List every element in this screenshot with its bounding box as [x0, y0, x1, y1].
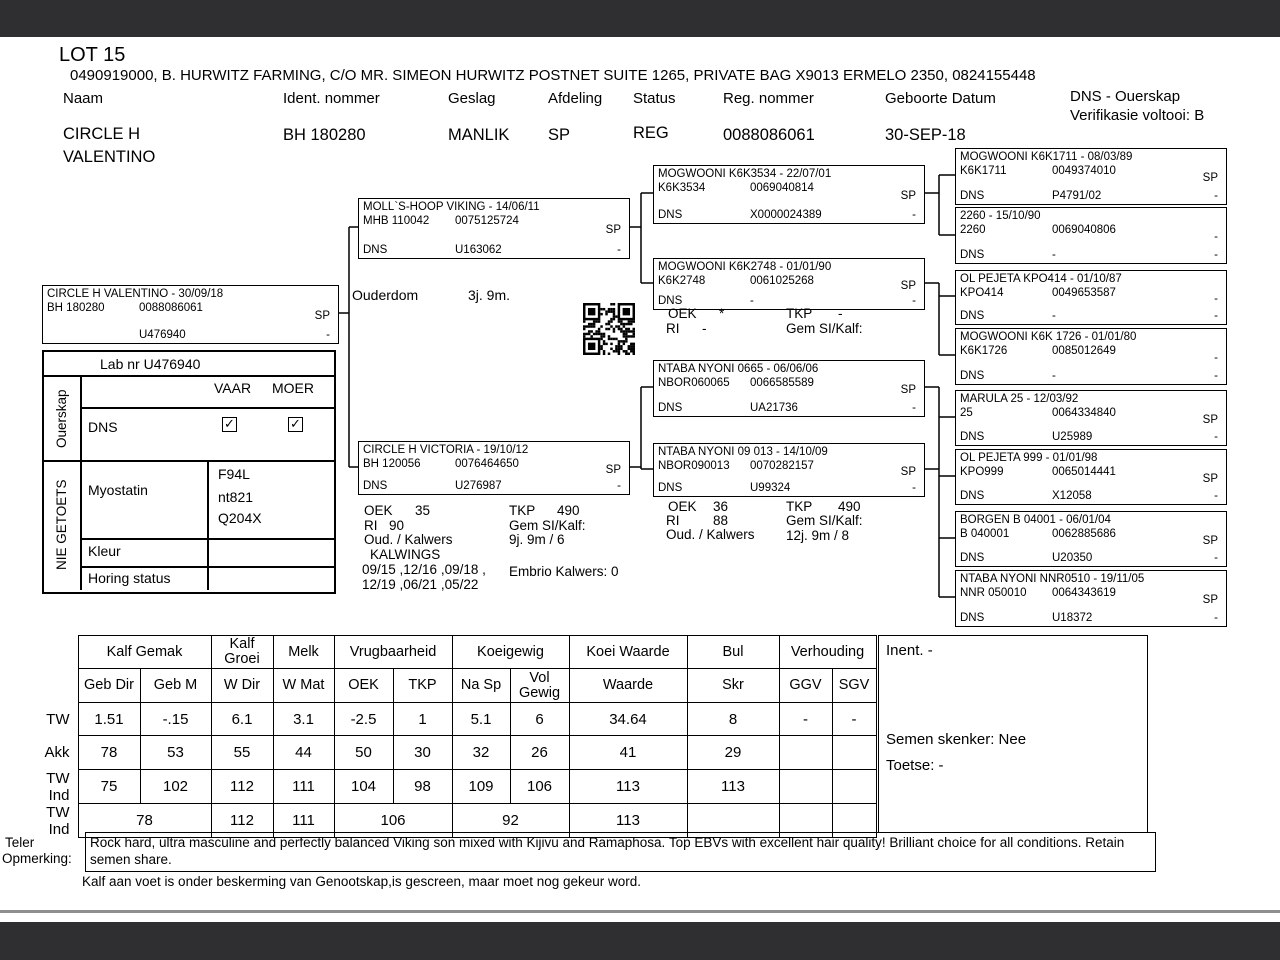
ebv-value-cell: 30 [393, 736, 452, 770]
pedigree-dns-value: U99324 [750, 482, 791, 494]
ebv-value-cell: 102 [140, 770, 211, 804]
ouderdom-label: Ouderdom [352, 287, 419, 303]
ebv-value-cell: 55 [211, 736, 273, 770]
pedigree-dns-label: DNS [960, 249, 985, 261]
ebv-sub-header: Skr [687, 669, 779, 703]
ebv-value-cell: 26 [510, 736, 569, 770]
pedigree-animal-ids [960, 407, 1116, 419]
pedigree-sp-flag: SP [900, 466, 916, 478]
pedigree-dns-value: - [1052, 249, 1056, 261]
ebv-value-cell: 104 [334, 770, 393, 804]
ebv-value-cell [779, 736, 832, 770]
pedigree-animal-reg-number: 0065014441 [1052, 466, 1116, 478]
pedigree-animal-title: CIRCLE H VICTORIA - 19/10/12 [363, 444, 529, 456]
pedigree-dns-value: P4791/02 [1052, 190, 1102, 202]
vaar-header: VAAR [214, 380, 252, 396]
ebv-sub-header: W Dir [211, 669, 273, 703]
pedigree-box-dam [358, 441, 630, 495]
ouderdom-value: 3j. 9m. [468, 287, 511, 303]
top-chrome-bar [0, 0, 1280, 37]
teler-opmerking-text: Rock hard, ultra masculine and perfectly balanced Viking son mixed with Kijivu and Ramaphosa. Top EBVs with excellent hair quality! Brilliant choice for all conditions. Retain semen share. [85, 832, 1156, 872]
bottom-chrome-bar [0, 922, 1280, 960]
gd1-tkp-label: TKP [786, 306, 813, 321]
lab-divider [80, 375, 82, 590]
pedigree-animal-ids [658, 182, 814, 194]
ebv-sub-header: GGV [779, 669, 832, 703]
pedigree-dns-value: U25989 [1052, 431, 1093, 443]
toetse-value: Toetse: - [886, 757, 944, 774]
pedigree-dns-value: - [1052, 370, 1056, 382]
ebv-value-cell: -2.5 [334, 703, 393, 736]
pedigree-animal-title: CIRCLE H VALENTINO - 30/09/18 [47, 288, 224, 300]
ebv-sub-header: OEK [334, 669, 393, 703]
dam-kalwings-line1: 09/15 ,12/16 ,09/18 , [362, 562, 486, 577]
gd1-tkp-value: - [838, 306, 843, 321]
ebv-value-cell: 112 [211, 770, 273, 804]
ebv-value-cell: 113 [687, 770, 779, 804]
pedigree-dash: - [1214, 249, 1218, 261]
ebv-sub-header: Geb M [140, 669, 211, 703]
gd2-tkp-label: TKP [786, 499, 813, 514]
pedigree-sp-flag: SP [900, 280, 916, 292]
pedigree-dns-row [960, 612, 1092, 624]
pedigree-animal-id: NBOR060065 [658, 377, 730, 389]
pedigree-animal-reg-number: 0076464650 [455, 458, 519, 470]
lab-divider [207, 460, 209, 590]
ebv-sub-header: SGV [832, 669, 876, 703]
ebv-value-cell: 6 [510, 703, 569, 736]
ebv-value-cell: 78 [78, 736, 140, 770]
pedigree-dash: - [912, 295, 916, 307]
pedigree-dns-row [47, 329, 186, 341]
myostatin-value-1: F94L [218, 466, 250, 482]
ebv-value-cell: 1.51 [78, 703, 140, 736]
pedigree-dash: - [912, 209, 916, 221]
ebv-group-header: Kalf Groei [211, 636, 273, 669]
ebv-value-cell: 34.64 [569, 703, 687, 736]
pedigree-dns-row [363, 244, 502, 256]
pedigree-animal-id: K6K3534 [658, 182, 706, 194]
pedigree-dash: - [1214, 490, 1218, 502]
ebv-value-cell [779, 770, 832, 804]
ebv-value-cell: 98 [393, 770, 452, 804]
pedigree-animal-reg-number: 0088086061 [139, 302, 203, 314]
teler-label-line2: Opmerking: [2, 851, 72, 866]
ebv-sub-header: Geb Dir [78, 669, 140, 703]
dam-ri-label: RI [364, 518, 378, 533]
gd2-ri-label: RI [666, 513, 680, 528]
pedigree-dns-label: DNS [960, 552, 985, 564]
pedigree-dns-label: DNS [363, 244, 388, 256]
pedigree-animal-reg-number: 0062885686 [1052, 528, 1116, 540]
pedigree-box-gd2 [653, 443, 925, 497]
pedigree-dns-label: DNS [960, 190, 985, 202]
pedigree-box-subject [42, 285, 339, 344]
col-label-ident: Ident. nommer [283, 90, 380, 107]
ebv-corner-cell [30, 636, 78, 669]
pedigree-sp-flag: SP [1202, 414, 1218, 426]
ebv-value-cell: 6.1 [211, 703, 273, 736]
ebv-group-header: Vrugbaarheid [334, 636, 452, 669]
pedigree-animal-reg-number: 0064334840 [1052, 407, 1116, 419]
pedigree-animal-reg-number: 0085012649 [1052, 345, 1116, 357]
ebv-value-cell: 5.1 [452, 703, 510, 736]
pedigree-dns-row [658, 209, 822, 221]
pedigree-dns-value: U276987 [455, 480, 502, 492]
pedigree-animal-id: MHB 110042 [363, 215, 430, 227]
pedigree-dns-value: - [750, 295, 754, 307]
pedigree-dash: - [617, 244, 621, 256]
ebv-value-cell [832, 736, 876, 770]
animal-geboorte-value: 30-SEP-18 [885, 126, 966, 144]
pedigree-dns-row [960, 490, 1092, 502]
ebv-value-cell: 113 [569, 770, 687, 804]
separator-line [0, 910, 1280, 913]
pedigree-dns-value: X0000024389 [750, 209, 822, 221]
gd1-gem-label: Gem SI/Kalf: [786, 321, 863, 336]
ebv-sub-header: Vol Gewig [510, 669, 569, 703]
gd2-gem-label: Gem SI/Kalf: [786, 513, 863, 528]
pedigree-dns-value: U20350 [1052, 552, 1093, 564]
pedigree-animal-ids [363, 458, 519, 470]
ebv-value-cell: 75 [78, 770, 140, 804]
pedigree-dns-value: U18372 [1052, 612, 1093, 624]
pedigree-animal-reg-number: 0069040814 [750, 182, 814, 194]
pedigree-sp-flag: SP [605, 224, 621, 236]
pedigree-animal-title: OL PEJETA KPO414 - 01/10/87 [960, 273, 1122, 285]
lab-divider [42, 375, 334, 377]
gd1-oek-value: * [719, 306, 725, 321]
pedigree-animal-ids [960, 587, 1116, 599]
pedigree-animal-ids [658, 275, 814, 287]
pedigree-animal-id: K6K1726 [960, 345, 1008, 357]
gd1-ri-label: RI [666, 321, 680, 336]
pedigree-animal-reg-number: 0070282157 [750, 460, 814, 472]
ebv-value-cell: 41 [569, 736, 687, 770]
ebv-value-cell: 111 [273, 804, 334, 838]
pedigree-sp-flag: SP [1202, 473, 1218, 485]
ebv-sub-header: Na Sp [452, 669, 510, 703]
ebv-group-header: Kalf Gemak [78, 636, 211, 669]
pedigree-sp-flag: SP [1202, 535, 1218, 547]
pedigree-dns-row [960, 190, 1101, 202]
pedigree-animal-ids [658, 460, 814, 472]
col-label-status: Status [633, 90, 676, 107]
pedigree-animal-reg-number: 0064343619 [1052, 587, 1116, 599]
pedigree-dash: - [912, 482, 916, 494]
pedigree-dns-label: DNS [960, 370, 985, 382]
ebv-value-cell: 109 [452, 770, 510, 804]
pedigree-animal-ids [47, 302, 203, 314]
gd2-tkp-value: 490 [838, 499, 861, 514]
ebv-value-cell [832, 770, 876, 804]
pedigree-box-ggs1 [955, 148, 1227, 205]
pedigree-animal-title: MOLL`S-HOOP VIKING - 14/06/11 [363, 201, 540, 213]
ebv-sub-header: TKP [393, 669, 452, 703]
ebv-group-header: Koei Waarde [569, 636, 687, 669]
pedigree-animal-ids [960, 224, 1116, 236]
ebv-value-cell: 50 [334, 736, 393, 770]
kleur-label: Kleur [88, 543, 121, 559]
pedigree-animal-title: OL PEJETA 999 - 01/01/98 [960, 452, 1098, 464]
pedigree-animal-title: MOGWOONI K6K1711 - 08/03/89 [960, 151, 1133, 163]
pedigree-dns-row [658, 482, 790, 494]
pedigree-animal-title: NTABA NYONI NNR0510 - 19/11/05 [960, 573, 1145, 585]
dam-gem-value: 9j. 9m / 6 [509, 532, 565, 547]
pedigree-animal-id: K6K1711 [960, 165, 1007, 177]
pedigree-sp-flag: SP [605, 464, 621, 476]
pedigree-animal-reg-number: 0061025268 [750, 275, 814, 287]
animal-geslag-value: MANLIK [448, 126, 510, 144]
pedigree-animal-id: 2260 [960, 224, 986, 236]
pedigree-box-ggd4 [955, 570, 1227, 627]
ebv-value-cell: 111 [273, 770, 334, 804]
breeder-address: 0490919000, B. HURWITZ FARMING, C/O MR. SIMEON HURWITZ POSTNET SUITE 1265, PRIVATE BAG X9013 ERMELO 2350, 0824155448 [70, 67, 1036, 84]
pedigree-dash: - [617, 480, 621, 492]
col-label-geslag: Geslag [448, 90, 496, 107]
pedigree-dns-label: DNS [658, 402, 683, 414]
pedigree-dns-row [363, 480, 502, 492]
pedigree-dns-value: - [1052, 310, 1056, 322]
pedigree-dns-label: DNS [658, 295, 683, 307]
ebv-corner-cell [30, 669, 78, 703]
pedigree-animal-ids [960, 287, 1116, 299]
ebv-row-label: TW Ind [30, 770, 78, 804]
pedigree-dns-label: DNS [960, 490, 985, 502]
pedigree-animal-title: NTABA NYONI 0665 - 06/06/06 [658, 363, 819, 375]
pedigree-dns-label: DNS [658, 482, 683, 494]
dns-vaar-checkbox: ✓ [222, 417, 237, 432]
col-label-reg: Reg. nommer [723, 90, 814, 107]
ebv-value-cell: 113 [569, 804, 687, 838]
pedigree-animal-id: BH 120056 [363, 458, 421, 470]
pedigree-animal-id: 25 [960, 407, 973, 419]
ebv-value-cell: 92 [452, 804, 569, 838]
lab-divider [80, 407, 334, 409]
animal-name-line2: VALENTINO [63, 148, 156, 166]
moer-header: MOER [272, 380, 314, 396]
ebv-value-cell: 106 [510, 770, 569, 804]
animal-status-value: REG [633, 124, 669, 142]
pedigree-dns-value: U163062 [455, 244, 502, 256]
pedigree-sp-flag: SP [900, 190, 916, 202]
pedigree-box-ggd3 [955, 449, 1227, 505]
pedigree-dns-row [658, 402, 798, 414]
pedigree-box-sire [358, 198, 630, 259]
lab-divider [42, 460, 334, 462]
gd2-gem-value: 12j. 9m / 8 [786, 528, 850, 543]
dam-gem-label: Gem SI/Kalf: [509, 518, 586, 533]
pedigree-animal-title: NTABA NYONI 09 013 - 14/10/09 [658, 446, 828, 458]
pedigree-dns-value: X12058 [1052, 490, 1092, 502]
pedigree-animal-id: K6K2748 [658, 275, 706, 287]
pedigree-animal-reg-number: 0066585589 [750, 377, 814, 389]
pedigree-animal-title: MOGWOONI K6K2748 - 01/01/90 [658, 261, 832, 273]
pedigree-animal-reg-number: 0075125724 [455, 215, 519, 227]
pedigree-animal-ids [658, 377, 814, 389]
gd2-oud-label: Oud. / Kalwers [666, 527, 755, 542]
qr-code [583, 303, 635, 355]
gd1-ri-value: - [702, 321, 707, 336]
gd2-oek-label: OEK [668, 499, 697, 514]
col-label-afdeling: Afdeling [548, 90, 603, 107]
ebv-value-cell: 3.1 [273, 703, 334, 736]
dns-moer-checkbox: ✓ [288, 417, 303, 432]
pedigree-dns-row [960, 310, 1056, 322]
ebv-value-cell: 44 [273, 736, 334, 770]
pedigree-box-ggs4 [955, 511, 1227, 567]
dam-oek-value: 35 [415, 503, 431, 518]
dam-oek-label: OEK [364, 503, 393, 518]
ebv-group-header: Melk [273, 636, 334, 669]
nie-getoets-section-label: NIE GETOETS [54, 479, 69, 571]
pedigree-dns-label: DNS [658, 209, 683, 221]
pedigree-dash: - [1214, 431, 1218, 443]
pedigree-animal-ids [363, 215, 519, 227]
pedigree-box-ggs3 [955, 390, 1227, 446]
ebv-group-header: Bul [687, 636, 779, 669]
pedigree-animal-title: MOGWOONI K6K 1726 - 01/01/80 [960, 331, 1137, 343]
pedigree-sp-flag: SP [900, 384, 916, 396]
pedigree-animal-title: MARULA 25 - 12/03/92 [960, 393, 1079, 405]
ebv-value-cell: -.15 [140, 703, 211, 736]
myostatin-value-2: nt821 [218, 489, 254, 505]
ebv-value-cell: 53 [140, 736, 211, 770]
pedigree-sp-flag: - [1214, 352, 1218, 364]
pedigree-dns-label: DNS [363, 480, 388, 492]
ebv-row-label: TW Ind [30, 804, 78, 838]
pedigree-sp-flag: SP [314, 310, 330, 322]
pedigree-dash: - [1214, 310, 1218, 322]
pedigree-animal-title: MOGWOONI K6K3534 - 22/07/01 [658, 168, 832, 180]
dns-row-label: DNS [88, 419, 118, 435]
pedigree-dns-label: DNS [960, 310, 985, 322]
lab-nr: Lab nr U476940 [100, 356, 201, 372]
gd2-ri-value: 88 [713, 513, 729, 528]
gd2-oek-value: 36 [713, 499, 729, 514]
myostatin-label: Myostatin [88, 482, 148, 498]
pedigree-animal-ids [960, 466, 1116, 478]
ebv-group-header: Koeigewig [452, 636, 569, 669]
pedigree-box-ggd2 [955, 328, 1227, 385]
dam-tkp-label: TKP [509, 503, 536, 518]
pedigree-dash: - [326, 329, 330, 341]
ebv-sub-header: Waarde [569, 669, 687, 703]
pedigree-dash: - [912, 402, 916, 414]
pedigree-dns-value: U476940 [139, 329, 186, 341]
ouerskap-section-label: Ouerskap [54, 389, 69, 449]
ebv-table [30, 635, 877, 838]
pedigree-dns-label: DNS [960, 612, 985, 624]
pedigree-dns-row [960, 370, 1056, 382]
pedigree-dns-label: DNS [960, 431, 985, 443]
pedigree-box-gs2 [653, 360, 925, 417]
gd1-oek-label: OEK [668, 306, 697, 321]
ebv-group-header: Verhouding [779, 636, 876, 669]
pedigree-box-gd1 [653, 258, 925, 310]
pedigree-dns-row [960, 552, 1092, 564]
pedigree-dns-row [960, 431, 1092, 443]
dam-ri-value: 90 [389, 518, 405, 533]
pedigree-sp-flag: - [1214, 293, 1218, 305]
dam-kalwings-label: KALWINGS [370, 547, 441, 562]
pedigree-animal-title: 2260 - 15/10/90 [960, 210, 1041, 222]
pedigree-animal-id: BH 180280 [47, 302, 105, 314]
genootskap-footnote: Kalf aan voet is onder beskerming van Genootskap,is gescreen, maar moet nog gekeur word. [82, 874, 642, 889]
col-label-dns-ouerskap: DNS - Ouerskap [1070, 88, 1181, 105]
ebv-sub-header: W Mat [273, 669, 334, 703]
myostatin-value-3: Q204X [218, 510, 262, 526]
col-label-naam: Naam [63, 90, 104, 107]
pedigree-animal-id: NBOR090013 [658, 460, 730, 472]
horing-status-label: Horing status [88, 570, 171, 586]
ebv-value-cell: 8 [687, 703, 779, 736]
ebv-value-cell: 112 [211, 804, 273, 838]
pedigree-dash: - [1214, 552, 1218, 564]
ebv-value-cell: 1 [393, 703, 452, 736]
ebv-value-cell: 32 [452, 736, 510, 770]
pedigree-sp-flag: - [1214, 231, 1218, 243]
pedigree-box-ggd1 [955, 207, 1227, 264]
pedigree-box-ggs2 [955, 270, 1227, 325]
ebv-row-label: Akk [30, 736, 78, 770]
pedigree-animal-id: NNR 050010 [960, 587, 1027, 599]
pedigree-animal-ids [960, 165, 1116, 177]
ebv-value-cell: - [779, 703, 832, 736]
animal-reg-value: 0088086061 [723, 126, 815, 144]
pedigree-animal-ids [960, 345, 1116, 357]
pedigree-animal-reg-number: 0049374010 [1052, 165, 1116, 177]
pedigree-dash: - [1214, 612, 1218, 624]
ebv-value-cell: 106 [334, 804, 452, 838]
ebv-row-label: TW [30, 703, 78, 736]
inent-value: Inent. - [886, 642, 933, 659]
ebv-value-cell: 29 [687, 736, 779, 770]
ebv-value-cell: 78 [78, 804, 211, 838]
lot-title: LOT 15 [59, 44, 126, 66]
pedigree-box-gs1 [653, 165, 925, 224]
dam-embrio-note: Embrio Kalwers: 0 [509, 564, 619, 579]
pedigree-dash: - [1214, 190, 1218, 202]
col-label-geboorte: Geboorte Datum [885, 90, 996, 107]
pedigree-dns-row [960, 249, 1056, 261]
animal-ident-value: BH 180280 [283, 126, 366, 144]
pedigree-animal-title: BORGEN B 04001 - 06/01/04 [960, 514, 1111, 526]
pedigree-sp-flag: SP [1202, 594, 1218, 606]
dam-kalwings-line2: 12/19 ,06/21 ,05/22 [362, 577, 479, 592]
pedigree-animal-reg-number: 0069040806 [1052, 224, 1116, 236]
animal-name-line1: CIRCLE H [63, 125, 141, 143]
pedigree-animal-id: KPO414 [960, 287, 1004, 299]
ebv-value-cell: - [832, 703, 876, 736]
pedigree-sp-flag: SP [1202, 172, 1218, 184]
pedigree-animal-id: KPO999 [960, 466, 1004, 478]
pedigree-dns-value: UA21736 [750, 402, 798, 414]
pedigree-animal-reg-number: 0049653587 [1052, 287, 1116, 299]
pedigree-animal-ids [960, 528, 1116, 540]
dam-tkp-value: 490 [557, 503, 580, 518]
dns-verifikasie-status: Verifikasie voltooi: B [1070, 107, 1205, 124]
pedigree-dash: - [1214, 370, 1218, 382]
teler-label-line1: Teler [5, 835, 35, 850]
animal-afdeling-value: SP [548, 126, 571, 144]
dam-oud-label: Oud. / Kalwers [364, 532, 453, 547]
pedigree-animal-id: B 040001 [960, 528, 1010, 540]
semen-skenker-value: Semen skenker: Nee [886, 731, 1027, 748]
